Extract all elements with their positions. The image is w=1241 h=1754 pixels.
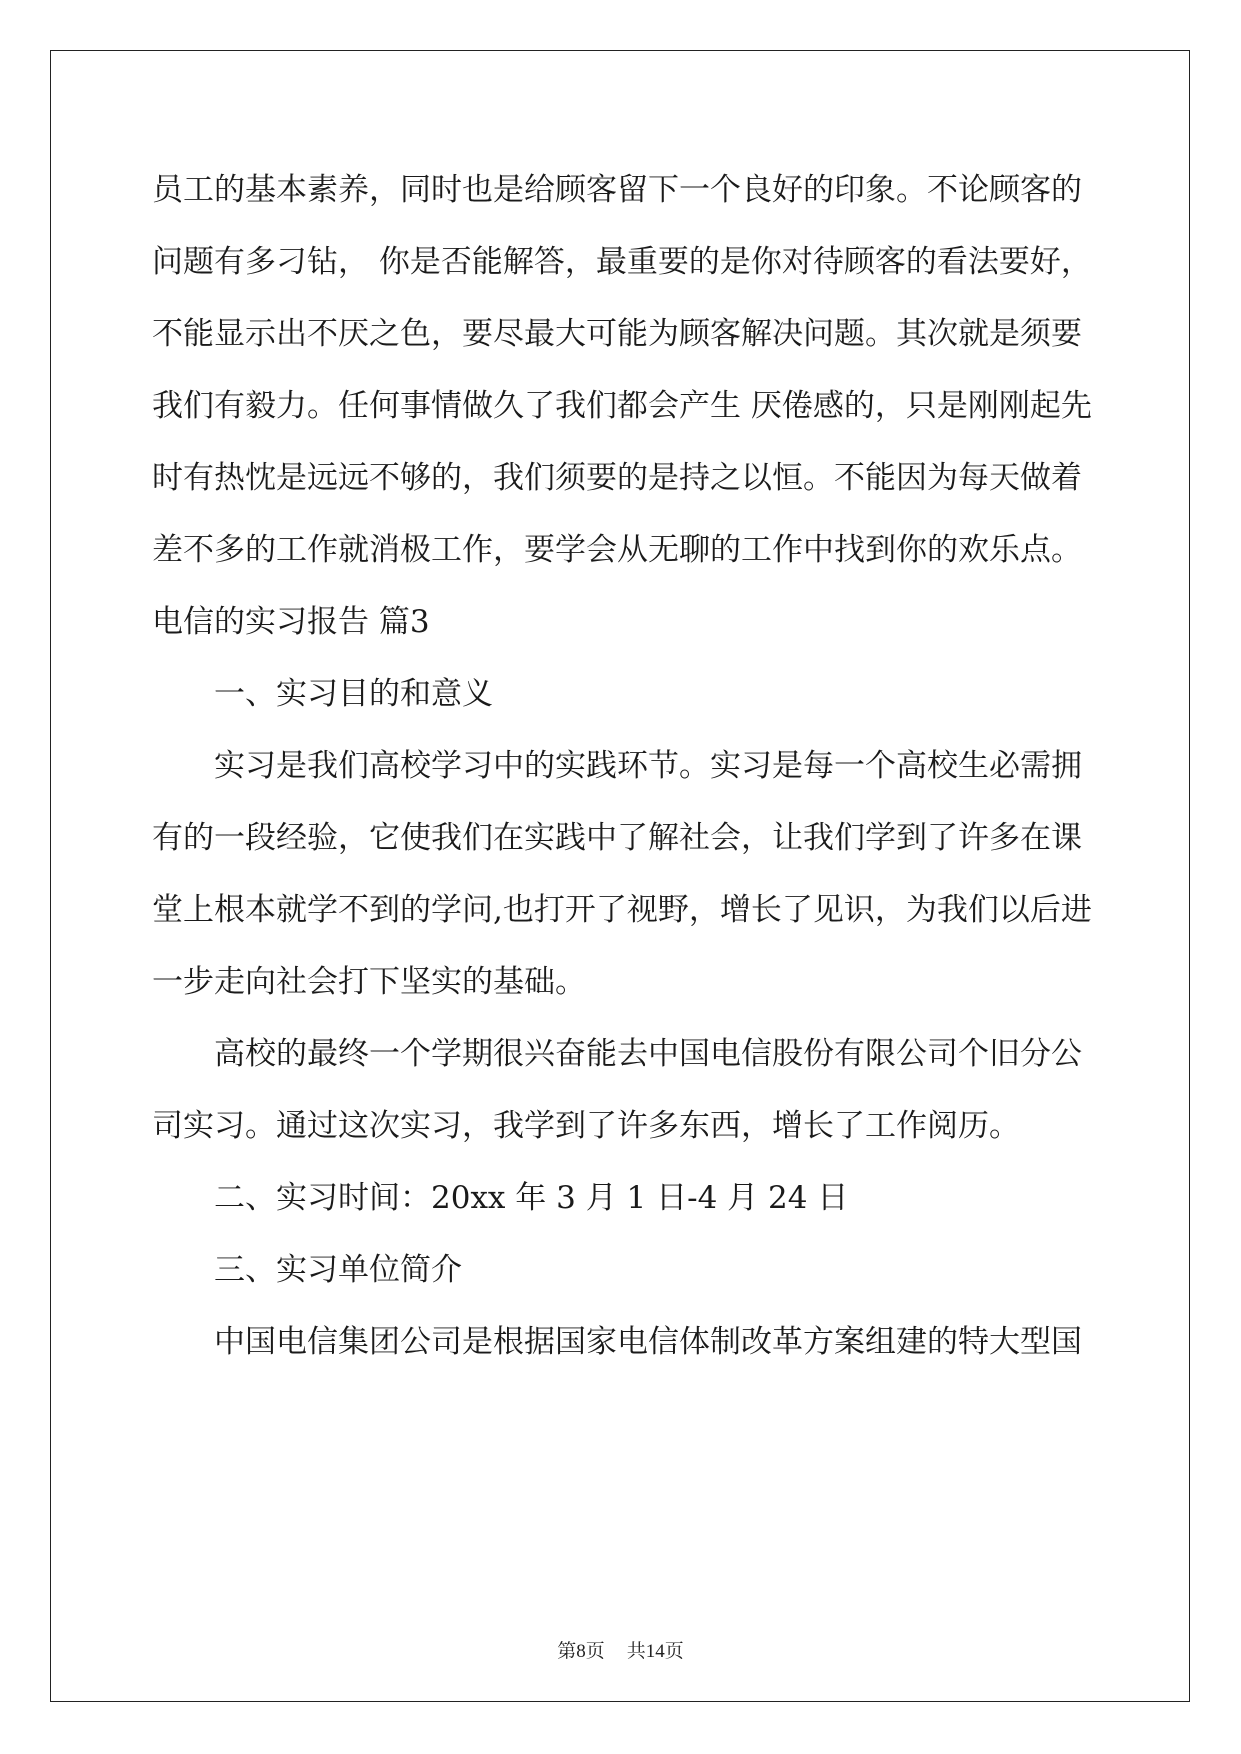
page-total: 共14页 <box>626 1641 684 1662</box>
paragraph-line: 堂上根本就学不到的学问,也打开了视野，增长了见识，为我们以后进 <box>152 892 1092 928</box>
paragraph-line: 差不多的工作就消极工作，要学会从无聊的工作中找到你的欢乐点。 <box>152 532 1082 568</box>
paragraph-line: 我们有毅力。任何事情做久了我们都会产生 厌倦感的，只是刚刚起先 <box>152 388 1092 424</box>
page-footer <box>0 1636 1241 1663</box>
paragraph-line: 有的一段经验，它使我们在实践中了解社会，让我们学到了许多在课 <box>152 820 1082 856</box>
paragraph-line: 员工的基本素养，同时也是给顾客留下一个良好的印象。不论顾客的 <box>152 172 1082 208</box>
paragraph-line: 不能显示出不厌之色，要尽最大可能为顾客解决问题。其次就是须要 <box>152 316 1082 352</box>
page-number: 第8页 <box>557 1641 605 1662</box>
paragraph-line: 高校的最终一个学期很兴奋能去中国电信股份有限公司个旧分公 <box>214 1036 1082 1072</box>
subheading-unit: 三、实习单位简介 <box>214 1252 462 1288</box>
paragraph-line: 司实习。通过这次实习，我学到了许多东西，增长了工作阅历。 <box>152 1108 1020 1144</box>
subheading-time: 二、实习时间：20xx 年 3 月 1 日-4 月 24 日 <box>214 1180 849 1216</box>
paragraph-line: 实习是我们高校学习中的实践环节。实习是每一个高校生必需拥 <box>214 748 1082 784</box>
section-heading: 电信的实习报告 篇3 <box>152 604 430 640</box>
paragraph-line: 时有热忱是远远不够的，我们须要的是持之以恒。不能因为每天做着 <box>152 460 1082 496</box>
paragraph-line: 问题有多刁钻， 你是否能解答，最重要的是你对待顾客的看法要好， <box>152 244 1092 280</box>
paragraph-line: 一步走向社会打下坚实的基础。 <box>152 964 586 1000</box>
subheading-purpose: 一、实习目的和意义 <box>214 676 493 712</box>
paragraph-line: 中国电信集团公司是根据国家电信体制改革方案组建的特大型国 <box>214 1324 1082 1360</box>
page-border <box>50 50 1190 1702</box>
